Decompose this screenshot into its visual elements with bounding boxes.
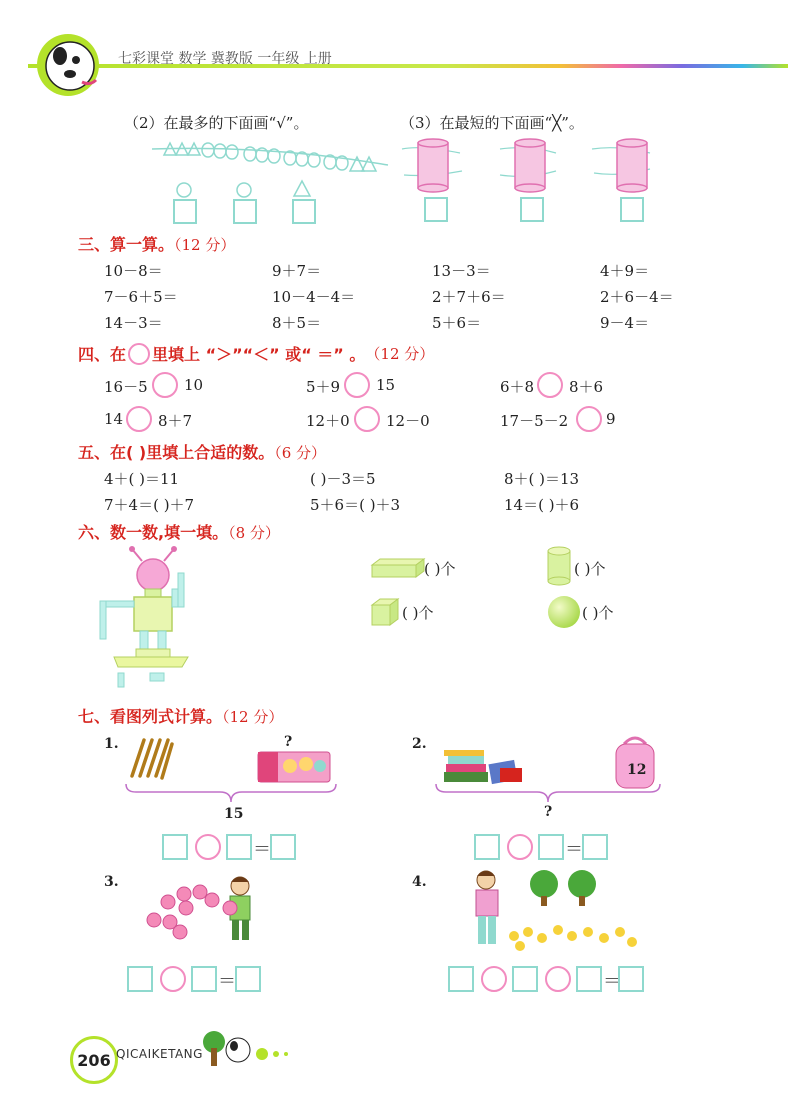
fill-item[interactable]: 7＋4＝( )＋7	[104, 496, 195, 514]
compare-left: 16－5	[104, 378, 148, 396]
section-4-title-b: 里填上 “＞”“＜” 或“ ＝” 。	[152, 345, 366, 364]
answer-square[interactable]	[162, 834, 188, 860]
compare-circle[interactable]	[126, 406, 152, 432]
pencils-icon	[128, 736, 174, 782]
equals-sign: ＝	[253, 839, 271, 860]
calc-item: 10－4－4＝	[272, 288, 356, 306]
equals-sign: ＝	[218, 971, 236, 992]
calc-item: 10－8＝	[104, 262, 163, 280]
chicks-and-boy-illustration	[468, 866, 644, 956]
answer-square[interactable]	[270, 834, 296, 860]
calc-item: 7－6＋5＝	[104, 288, 178, 306]
calc-item: 9＋7＝	[272, 262, 322, 280]
answer-box-cylinder-1[interactable]	[424, 197, 448, 222]
calc-item: 2＋6－4＝	[600, 288, 674, 306]
answer-square[interactable]	[191, 966, 217, 992]
puppy-logo-icon	[30, 32, 104, 98]
problem-2-number: 2.	[412, 736, 427, 752]
count-cuboid[interactable]: ( )个	[424, 560, 456, 578]
answer-square[interactable]	[582, 834, 608, 860]
compare-circle[interactable]	[537, 372, 563, 398]
cube-icon	[370, 597, 400, 627]
robot-shapes-illustration	[98, 545, 208, 690]
fill-item[interactable]: 5＋6＝( )＋3	[310, 496, 401, 514]
section-7-points: （12 分）	[222, 708, 284, 726]
equals-sign: ＝	[565, 839, 583, 860]
answer-square[interactable]	[474, 834, 500, 860]
answer-operator-circle[interactable]	[507, 834, 533, 860]
answer-box-ball[interactable]	[233, 199, 257, 224]
page-number: 206	[70, 1036, 118, 1084]
answer-operator-circle[interactable]	[160, 966, 186, 992]
problem-1-number: 1.	[104, 736, 119, 752]
schoolbag-count: 12	[627, 762, 647, 778]
calc-item: 14－3＝	[104, 314, 163, 332]
section-7-title	[78, 704, 283, 727]
calc-item: 9－4＝	[600, 314, 650, 332]
count-sphere[interactable]: ( )个	[582, 604, 614, 622]
compare-circle[interactable]	[344, 372, 370, 398]
section-3-points: （12 分）	[174, 236, 236, 254]
compare-left: 14	[104, 410, 124, 428]
answer-square[interactable]	[235, 966, 261, 992]
compare-right: 8＋6	[569, 378, 604, 396]
answer-square[interactable]	[226, 834, 252, 860]
calc-item: 2＋7＋6＝	[432, 288, 506, 306]
cylinder-icon	[546, 546, 572, 586]
calc-item: 4＋9＝	[600, 262, 650, 280]
equals-sign: ＝	[603, 971, 621, 992]
section-4-title-a: 四、在	[78, 345, 127, 364]
q3-instruction: （3）在最短的下面画“╳”。	[400, 114, 584, 132]
footer-tree-puppy-icon	[200, 1030, 300, 1070]
compare-left: 17－5－2	[500, 412, 569, 430]
fill-item[interactable]: 4＋( )＝11	[104, 470, 180, 488]
circle-symbol-icon	[128, 343, 150, 365]
compare-circle[interactable]	[576, 406, 602, 432]
pencil-case-icon	[256, 746, 332, 784]
q2-instruction: （2）在最多的下面画“√”。	[124, 114, 309, 132]
section-6-title	[78, 520, 280, 543]
section-3-title-text: 三、算一算。	[78, 235, 175, 254]
compare-right: 10	[184, 376, 204, 394]
problem-3-number: 3.	[104, 874, 119, 890]
cuboid-icon	[370, 557, 426, 579]
section-4-points: （12 分）	[365, 345, 435, 363]
brace-icon	[124, 782, 338, 804]
problem-2-question: ?	[544, 804, 553, 820]
brace-icon	[434, 782, 662, 804]
answer-operator-circle[interactable]	[481, 966, 507, 992]
answer-square[interactable]	[512, 966, 538, 992]
problem-1-total: 15	[224, 806, 244, 822]
sphere-icon	[546, 594, 582, 630]
calc-item: 8＋5＝	[272, 314, 322, 332]
answer-square[interactable]	[127, 966, 153, 992]
compare-right: 12－0	[386, 412, 430, 430]
compare-left: 6＋8	[500, 378, 535, 396]
cylinders-illustration	[400, 135, 660, 200]
problem-4-number: 4.	[412, 874, 427, 890]
fill-item[interactable]: 8＋( )＝13	[504, 470, 580, 488]
answer-square[interactable]	[538, 834, 564, 860]
answer-operator-circle[interactable]	[195, 834, 221, 860]
fill-item[interactable]: ( )－3＝5	[310, 470, 376, 488]
answer-box-cylinder-2[interactable]	[520, 197, 544, 222]
header-title: 七彩课堂 数学 冀教版 一年级 上册	[118, 51, 332, 67]
answer-box-triangle[interactable]	[292, 199, 316, 224]
fill-item[interactable]: 14＝( )＋6	[504, 496, 580, 514]
compare-right: 8＋7	[158, 412, 193, 430]
compare-circle[interactable]	[152, 372, 178, 398]
compare-right: 15	[376, 376, 396, 394]
compare-left: 12＋0	[306, 412, 350, 430]
compare-left: 5＋9	[306, 378, 341, 396]
section-3-title	[78, 232, 235, 255]
answer-box-cylinder-3[interactable]	[620, 197, 644, 222]
answer-operator-circle[interactable]	[545, 966, 571, 992]
answer-box-circle[interactable]	[173, 199, 197, 224]
footer-brand: QICAIKETANG	[116, 1047, 203, 1061]
answer-square[interactable]	[448, 966, 474, 992]
compare-circle[interactable]	[354, 406, 380, 432]
section-6-title-text: 六、数一数,填一填。	[78, 523, 229, 542]
section-5-title	[78, 440, 326, 463]
section-5-title-text: 五、在( )里填上合适的数。	[78, 443, 275, 462]
problem-1-question: ?	[284, 734, 293, 750]
count-cube[interactable]: ( )个	[402, 604, 434, 622]
calc-item: 5＋6＝	[432, 314, 482, 332]
count-cylinder[interactable]: ( )个	[574, 560, 606, 578]
section-6-points: （8 分）	[228, 524, 280, 542]
answer-square[interactable]	[576, 966, 602, 992]
compare-right: 9	[606, 410, 616, 428]
section-7-title-text: 七、看图列式计算。	[78, 707, 223, 726]
calc-item: 13－3＝	[432, 262, 491, 280]
section-4-title	[78, 342, 434, 365]
answer-square[interactable]	[618, 966, 644, 992]
section-5-points: （6 分）	[274, 444, 327, 462]
balls-and-boy-illustration	[142, 872, 262, 944]
